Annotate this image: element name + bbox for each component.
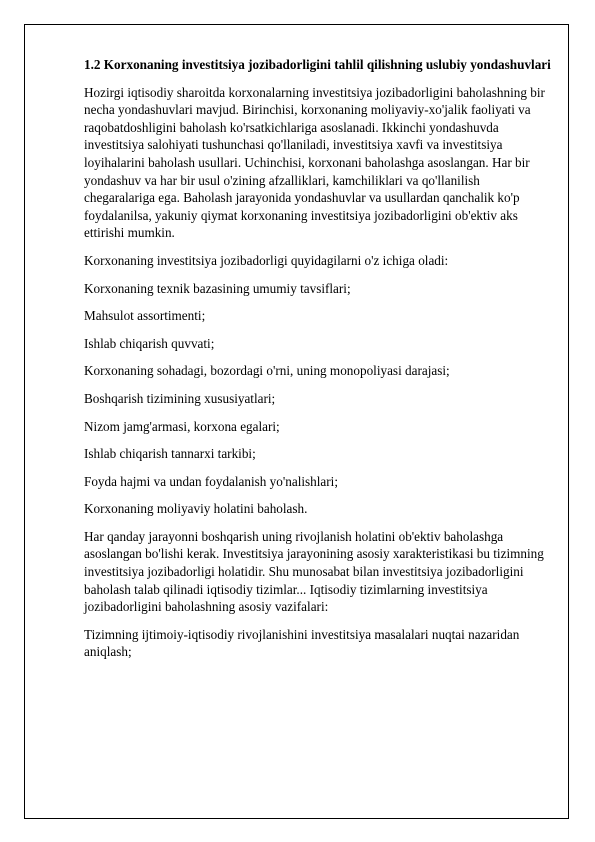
paragraph-task: Tizimning ijtimoiy-iqtisodiy rivojlanishini investitsiya masalalari nuqtai nazaridan aniqlash; <box>84 626 520 660</box>
list-item: Korxonaning moliyaviy holatini baholash. <box>84 501 308 517</box>
list-item: Ishlab chiqarish quvvati; <box>84 335 215 351</box>
paragraph-management: Har qanday jarayonni boshqarish uning rivojlanish holatini ob'ektiv baholashga asoslangan bo'lishi kerak. Investitsiya jarayonining asosiy xarakteristikasi bu tizimning investitsiya jozibadorligi holatidir. Shu munosabat bilan investitsiya jozibadorligini baholash talab qilinadi iqtisodiy tizimlar... Iqtisodiy tizimlarning investitsiya jozibadorligini baholashning asosiy vazifalari: <box>84 528 544 615</box>
list-item: Ishlab chiqarish tannarxi tarkibi; <box>84 446 256 462</box>
paragraph-intro: Hozirgi iqtisodiy sharoitda korxonalarning investitsiya jozibadorligini baholashning bir necha yondashuvlari mavjud. Birinchisi, korxonaning moliyaviy-xo'jalik faoliyati va raqobatdoshligini baholash ko'rsatkichlariga asoslanadi. Ikkinchi yondashuvda investitsiya salohiyati tushunchasi qo'llaniladi, investitsiya xavfi va investitsiya loyihalarini baholash usullari. Uchinchisi, korxonani baholashga asoslangan. Har bir yondashuv va har bir usul o'zining afzalliklari, kamchiliklari va qo'llanilish chegaralariga ega. Baholash jarayonida yondashuvlar va usullardan qanchalik ko'p foydalanilsa, yakuniy qiymat korxonaning investitsiya jozibadorligini ob'ektiv aks ettirishi mumkin. <box>84 84 545 241</box>
document-body <box>84 56 552 671</box>
list-item: Foyda hajmi va undan foydalanish yo'nalishlari; <box>84 473 338 489</box>
list-item: Mahsulot assortimenti; <box>84 308 206 324</box>
paragraph-lead-in: Korxonaning investitsiya jozibadorligi quyidagilarni o'z ichiga oladi: <box>84 252 449 268</box>
section-heading: 1.2 Korxonaning investitsiya jozibadorligini tahlil qilishning uslubiy yondashuvlari <box>84 57 551 72</box>
list-item: Korxonaning texnik bazasining umumiy tavsiflari; <box>84 280 351 296</box>
list-item: Nizom jamg'armasi, korxona egalari; <box>84 418 280 434</box>
list-item: Korxonaning sohadagi, bozordagi o'rni, uning monopoliyasi darajasi; <box>84 363 450 379</box>
list-item: Boshqarish tizimining xususiyatlari; <box>84 390 276 406</box>
